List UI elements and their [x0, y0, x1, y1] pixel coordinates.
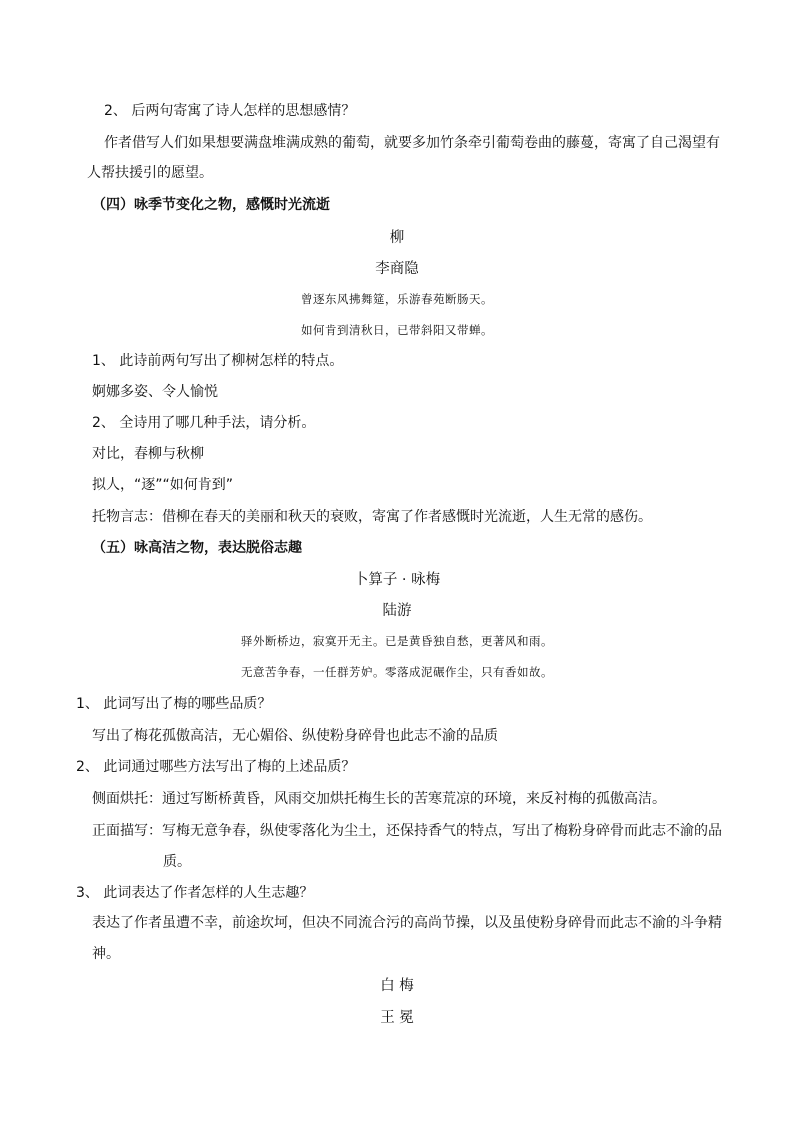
answer-2-line-2: 人帮扶援引的愿望。 [87, 165, 213, 181]
poem-line: 曾逐东风拂舞筵，乐游春苑断肠天。 [301, 292, 493, 306]
poem-title: 柳 [389, 230, 405, 246]
poem-author: 李商隐 [375, 261, 419, 277]
question-1: 1、 此诗前两句写出了柳树怎样的特点。 [92, 353, 344, 369]
question-2: 2、 全诗用了哪几种手法，请分析。 [92, 415, 316, 431]
answer-2-line-3: 质。 [163, 854, 191, 870]
question-3: 3、 此词表达了作者怎样的人生志趣？ [76, 885, 314, 901]
answer-3-line-1: 表达了作者虽遭不幸，前途坎坷，但决不同流合污的高尚节操，以及虽使粉身碎骨而此志不渝的斗争精 [92, 915, 722, 931]
question-2: 2、 后两句寄寓了诗人怎样的思想感情？ [104, 103, 356, 119]
answer-2-line-1: 作者借写人们如果想要满盘堆满成熟的葡萄，就要多加竹条牵引葡萄卷曲的藤蔓，寄寓了自己渴望有 [104, 135, 720, 151]
poem-line: 如何肯到清秋日，已带斜阳又带蝉。 [301, 323, 493, 337]
poem-author: 陆游 [382, 603, 412, 619]
answer-2-line-1: 对比，春柳与秋柳 [92, 446, 204, 462]
poem-line: 驿外断桥边，寂寞开无主。已是黄昏独自愁，更著风和雨。 [241, 634, 553, 648]
answer-2-line-3: 托物言志：借柳在春天的美丽和秋天的衰败，寄寓了作者感慨时光流逝，人生无常的感伤。 [92, 509, 652, 525]
question-1: 1、 此词写出了梅的哪些品质？ [76, 696, 272, 712]
answer-2-line-2: 正面描写：写梅无意争春，纵使零落化为尘土，还保持香气的特点，写出了梅粉身碎骨而此志不渝的品 [92, 823, 722, 839]
question-2: 2、 此词通过哪些方法写出了梅的上述品质？ [76, 759, 356, 775]
answer-2-line-1: 侧面烘托：通过写断桥黄昏，风雨交加烘托梅生长的苦寒荒凉的环境，来反衬梅的孤傲高洁。 [92, 791, 666, 807]
poem-line: 无意苦争春，一任群芳妒。零落成泥碾作尘，只有香如故。 [241, 665, 553, 679]
poem-author: 王 冕 [380, 1010, 414, 1026]
section-heading: （四）咏季节变化之物，感慨时光流逝 [92, 197, 330, 213]
poem-title: 卜算子 · 咏梅 [353, 572, 441, 588]
section-heading: （五）咏高洁之物，表达脱俗志趣 [92, 540, 302, 556]
poem-title: 白 梅 [380, 978, 414, 994]
answer-1: 婀娜多姿、令人愉悦 [92, 384, 218, 400]
answer-2-line-2: 拟人，“逐”“如何肯到” [92, 477, 234, 493]
answer-1: 写出了梅花孤傲高洁，无心媚俗、纵使粉身碎骨也此志不渝的品质 [92, 728, 498, 744]
answer-3-line-2: 神。 [92, 946, 120, 962]
